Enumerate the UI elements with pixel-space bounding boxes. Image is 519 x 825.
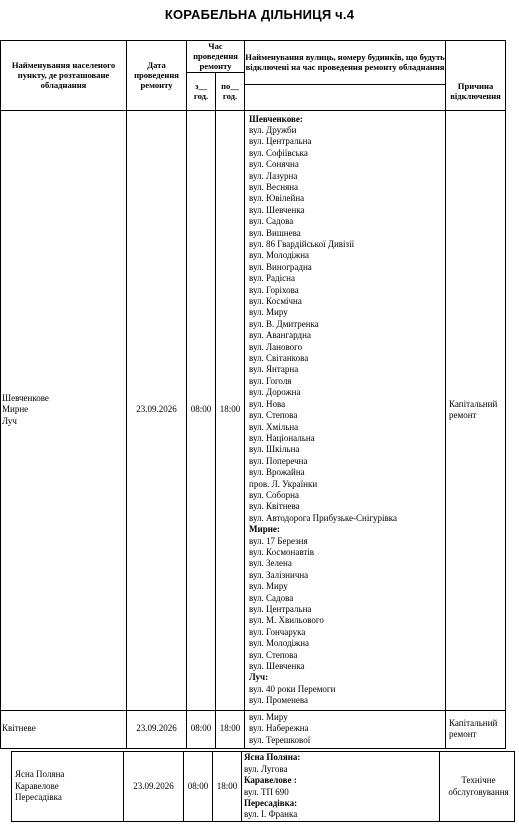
locality-name: Шевченкове [2,393,49,403]
street-name: вул. Авангардна [249,330,311,341]
street-name: вул. Миру [249,581,288,592]
schedule-table-continued [11,751,515,822]
street-list [249,684,445,707]
street-name: вул. В. Дмитренка [249,318,319,329]
street-name: вул. Зелена [249,558,292,569]
header-streets-blank [245,84,446,110]
date-cell: 23.09.2026 [124,752,184,822]
header-time: Час проведення ремонту [187,41,245,73]
street-name: вул. М. Хвильового [249,615,324,626]
street-name: вул. Миру [249,307,288,318]
street-name: вул. Ювілейна [249,193,305,204]
street-list [249,536,445,673]
street-list [249,125,445,524]
time-to-cell: 18:00 [213,752,242,822]
group-label: Шевченкове: [249,113,303,124]
group-label: Луч: [249,672,269,683]
street-name: вул. Ланового [249,341,303,352]
time-to-cell: 18:00 [216,110,245,710]
header-reason: Причина відключення [446,72,506,110]
street-name: вул. 17 Березня [249,535,308,546]
street-name: вул. Шевченка [249,204,305,215]
time-from-cell: 08:00 [187,110,216,710]
street-name: вул. Степова [249,410,298,421]
street-list [244,809,439,820]
street-name: вул. Світанкова [249,353,309,364]
street-name: вул. Центральна [249,136,312,147]
street-list [244,787,439,798]
street-name: вул. Молодіжна [249,638,310,649]
street-name: вул. Променева [249,695,309,706]
street-name: вул. Молодіжна [249,250,310,261]
street-name: вул. Радісна [249,273,295,284]
street-name: вул. Сонячна [249,159,299,170]
street-name: вул. Вишнева [249,227,301,238]
header-reason-spacer [446,41,506,73]
schedule-table [0,40,506,749]
street-name: вул. Врожайна [249,467,305,478]
street-name: вул. Софіївська [249,147,308,158]
locality-name: Ясна Поляна [15,769,65,780]
group-label: Пересадівка: [244,797,298,808]
street-name: вул. Поперечна [249,455,308,466]
locality-cell [1,110,127,710]
street-name: вул. Космічна [249,296,302,307]
street-name: вул. Садова [249,592,294,603]
time-to-cell: 18:00 [216,710,245,748]
street-name: пров. Л. Українки [249,478,318,489]
date-cell: 23.09.2026 [127,110,187,710]
street-name: вул. Центральна [249,604,312,615]
table-row [12,752,515,822]
date-cell: 23.09.2026 [127,710,187,748]
locality-cell [12,752,124,822]
header-streets: Найменування вулиць, номеру будинків, що будуть відключені на час проведення ремонту обладнання [245,41,446,85]
header-date: Дата проведення ремонту [127,41,187,111]
locality-name: Пересадівка [15,792,62,803]
street-name: вул. 40 роки Перемоги [249,683,336,694]
street-name: вул. Автодорога Прибузьке-Снігурівка [249,512,397,523]
street-name: вул. Національна [249,432,315,443]
street-name: вул. Набережна [249,723,309,734]
street-name: вул. Янтарна [249,364,299,375]
header-locality: Найменування населеного пункту, де розташоване обладнання [1,41,127,111]
street-name: вул. Дружби [249,124,297,135]
streets-cell [242,752,440,822]
locality-name: Луч [2,415,17,426]
street-name: вул. Дорожна [249,387,301,398]
streets-cell [245,710,446,748]
street-name: вул. Космонавтів [249,546,315,557]
table-row [1,710,506,748]
street-name: вул. Горіхова [249,284,299,295]
street-name: вул. Виноградна [249,261,312,272]
street-name: вул. Садова [249,216,294,227]
street-name: вул. Соборна [249,489,299,500]
street-name: вул. І. Франка [244,809,298,820]
street-name: вул. Лугова [244,763,288,774]
group-label: Ясна Поляна: [244,752,301,763]
street-name: вул. Нова [249,398,286,409]
time-from-cell: 08:00 [187,710,216,748]
reason-cell: Капітальний ремонт [446,110,506,710]
street-name: вул. Шкільна [249,444,300,455]
street-name: вул. Весняна [249,181,299,192]
street-name: вул. ТП 690 [244,786,289,797]
page-title: КОРАБЕЛЬНА ДІЛЬНИЦЯ ч.4 [164,7,355,22]
street-name: вул. Степова [249,649,298,660]
locality-name: Квітневе [2,723,36,734]
header-time-to: по__ год. [216,72,245,110]
locality-cell [1,710,127,748]
street-name: вул. Лазурна [249,170,298,181]
street-name: вул. Миру [249,712,288,722]
locality-name: Мирне [2,404,29,415]
group-label: Мирне: [249,524,280,535]
street-name: вул. Шевченка [249,661,305,672]
street-name: вул. Квітнева [249,501,300,512]
street-list [244,764,439,775]
reason-cell: Капітальний ремонт [446,710,506,748]
street-name: вул. Залізнична [249,569,309,580]
street-list [249,712,445,746]
street-name: вул. 86 Гвардійської Дивізії [249,239,355,250]
locality-name: Каравелове [15,780,59,791]
street-name: вул. Гоголя [249,375,292,386]
time-from-cell: 08:00 [184,752,213,822]
street-name: вул. Терешкової [249,734,311,745]
table-row [1,110,506,710]
street-name: вул. Гончарука [249,626,306,637]
street-name: вул. Хмільна [249,421,299,432]
group-label: Каравелове : [244,775,297,786]
reason-cell: Технічне обслуговування [440,752,515,822]
header-time-from: з__ год. [187,72,216,110]
streets-cell [245,110,446,710]
